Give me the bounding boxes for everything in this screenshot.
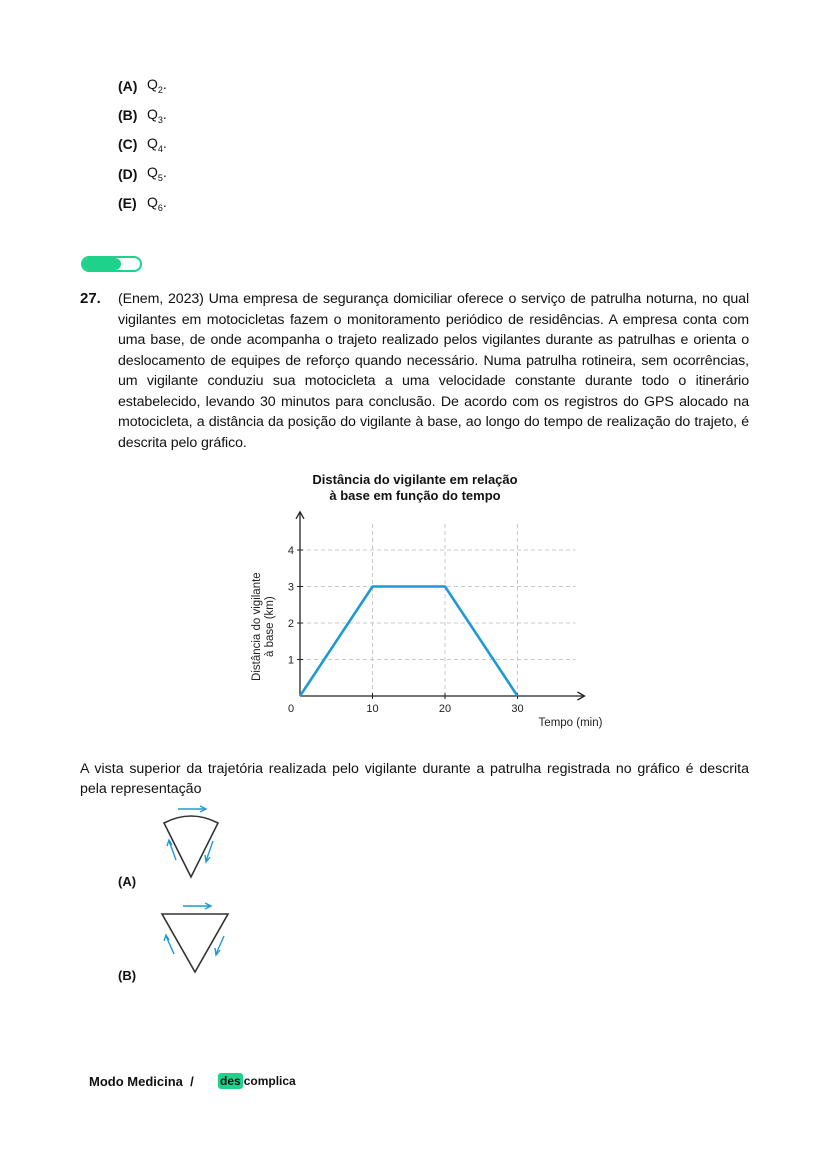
y-axis-label-line1: Distância do vigilante	[251, 572, 263, 681]
y-tick-label-4: 4	[287, 545, 294, 557]
question-followup: A vista superior da trajetória realizada pelo vigilante durante a patrulha registrada no gráfico é descrita pela representação	[80, 761, 749, 797]
x-tick-label-0: 0	[287, 703, 295, 715]
question-number: 27.	[80, 290, 101, 307]
previous-options	[118, 71, 167, 218]
x-axis-label: Tempo (min)	[538, 717, 603, 729]
series-line-0	[300, 587, 518, 697]
x-tick-label-10: 10	[366, 703, 379, 715]
option-d[interactable]: (D) $Q_5$.	[118, 164, 167, 184]
x-tick-label-20: 20	[438, 703, 452, 715]
toggle-fill	[83, 258, 121, 270]
distance-time-chart	[240, 515, 603, 740]
footer-brand: Modo Medicina /	[89, 1074, 194, 1089]
option-c[interactable]: (C) $Q_4$.	[118, 135, 167, 154]
answer-a-sector-icon[interactable]	[160, 803, 226, 883]
option-e[interactable]: (E) $Q_6$.	[118, 193, 167, 213]
difficulty-toggle-icon	[81, 256, 142, 272]
answer-b-label[interactable]: (B)	[118, 968, 137, 983]
y-tick-label-1: 1	[287, 654, 294, 667]
y-tick-label-3: 3	[287, 581, 294, 594]
chart-title-line2: à base em função do tempo	[329, 488, 501, 503]
chart-title-line1: Distância do vigilante em relação	[312, 472, 518, 487]
y-tick-label-2: 2	[287, 618, 294, 630]
chart-title	[270, 472, 560, 504]
x-tick-label-30: 30	[511, 703, 524, 715]
descomplica-logo: des complica	[220, 1074, 296, 1088]
option-b[interactable]: (B) $Q_3$.	[118, 105, 167, 125]
question-text: (Enem, 2023) Uma empresa de segurança domiciliar oferece o serviço de patrulha noturna, no qual vigilantes em motocicletas fazem o monitoramento periódico de residências. A empresa conta com uma base, de onde acompanha o trajeto realizado pelos vigilantes durante as patrulhas e orienta o deslocamento de equipes de reforço quando necessário. Numa patrulha rotineira, sem ocorrências, um vigilante conduziu sua motocicleta a uma velocidade constante durante todo o itinerário estabelecido, levando 30 minutos para conclusão. De acordo com os registros do GPS alocado na motocicleta, a distância da posição do vigilante à base, ao longo do tempo de realização do trajeto, é descrita pelo gráfico.	[118, 291, 749, 451]
y-axis-label-line2: à base (km)	[264, 596, 276, 658]
answer-b-triangle-icon[interactable]	[156, 900, 232, 976]
answer-a-label[interactable]: (A)	[118, 874, 137, 889]
option-a[interactable]: (A) $Q_2$.	[118, 76, 167, 96]
